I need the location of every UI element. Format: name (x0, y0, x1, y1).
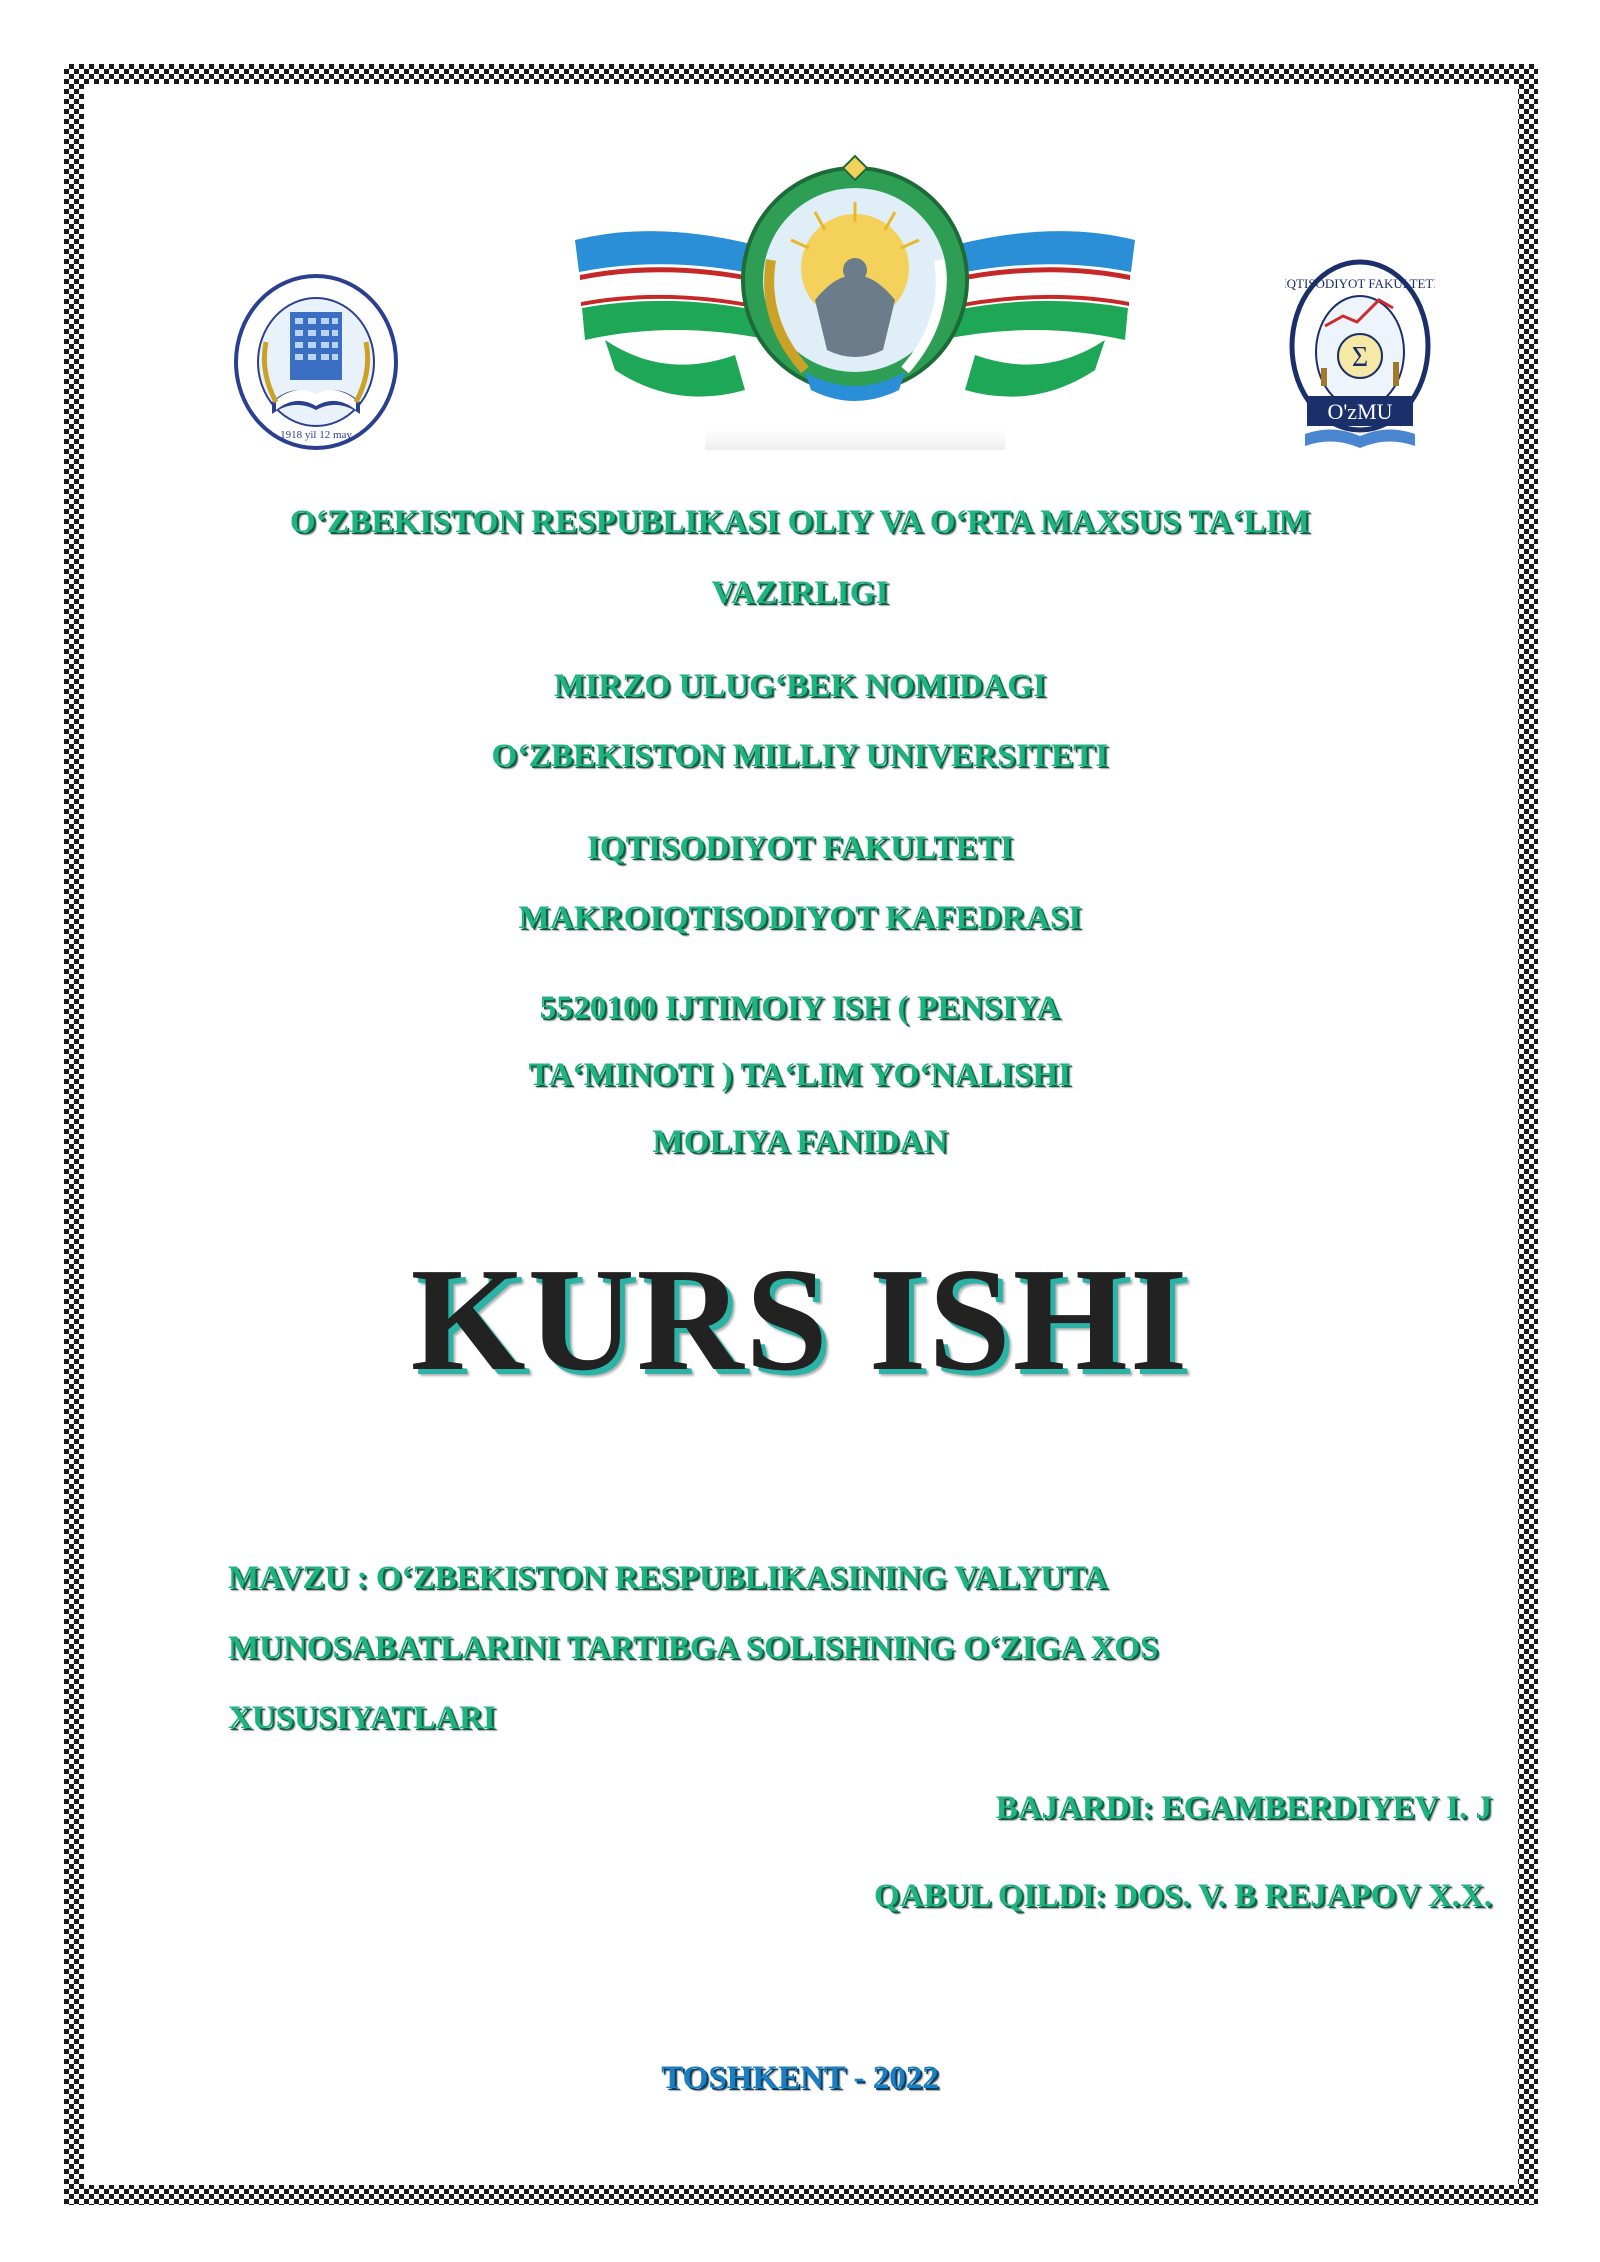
svg-text:1918 yil 12 may: 1918 yil 12 may (280, 429, 352, 441)
state-emblem-icon (565, 150, 1145, 460)
faculty-name: IQTISODIYOT FAKULTETI (586, 830, 1014, 866)
faculty-seal-icon (1285, 256, 1435, 466)
university-seal-icon (232, 272, 400, 452)
topic-line-2: MUNOSABATLARINI TARTIBGA SOLISHNING O‘ZIGA XOS (228, 1630, 1159, 1666)
university-line-2: O‘ZBEKISTON MILLIY UNIVERSITETI (491, 738, 1109, 774)
svg-text:O'zMU: O'zMU (1327, 399, 1393, 424)
svg-text:IQTISODIYOT FAKULTETI: IQTISODIYOT FAKULTETI (1285, 276, 1435, 291)
topic-line-3: XUSUSIYATLARI (228, 1700, 496, 1736)
city-year: TOSHKENT - 2022 (661, 2060, 939, 2096)
topic-line-1: MAVZU : O‘ZBEKISTON RESPUBLIKASINING VALYUTA (228, 1560, 1108, 1596)
program-line-1: 5520100 IJTIMOIY ISH ( PENSIYA (539, 990, 1061, 1026)
accepted-by: QABUL QILDI: DOS. V. B REJAPOV X.X. (874, 1878, 1492, 1914)
performed-by: BAJARDI: EGAMBERDIYEV I. J (995, 1790, 1492, 1826)
ministry-line-1: O‘ZBEKISTON RESPUBLIKASI OLIY VA O‘RTA MAXSUS TA‘LIM (289, 504, 1311, 540)
svg-text:Σ: Σ (1351, 342, 1369, 373)
ministry-line-2: VAZIRLIGI (711, 575, 889, 611)
subject-name: MOLIYA FANIDAN (652, 1124, 948, 1160)
university-line-1: MIRZO ULUG‘BEK NOMIDAGI (553, 668, 1047, 704)
document-title: KURS ISHI (410, 1238, 1190, 1402)
program-line-2: TA‘MINOTI ) TA‘LIM YO‘NALISHI (528, 1057, 1072, 1093)
department-name: MAKROIQTISODIYOT KAFEDRASI (518, 900, 1082, 936)
